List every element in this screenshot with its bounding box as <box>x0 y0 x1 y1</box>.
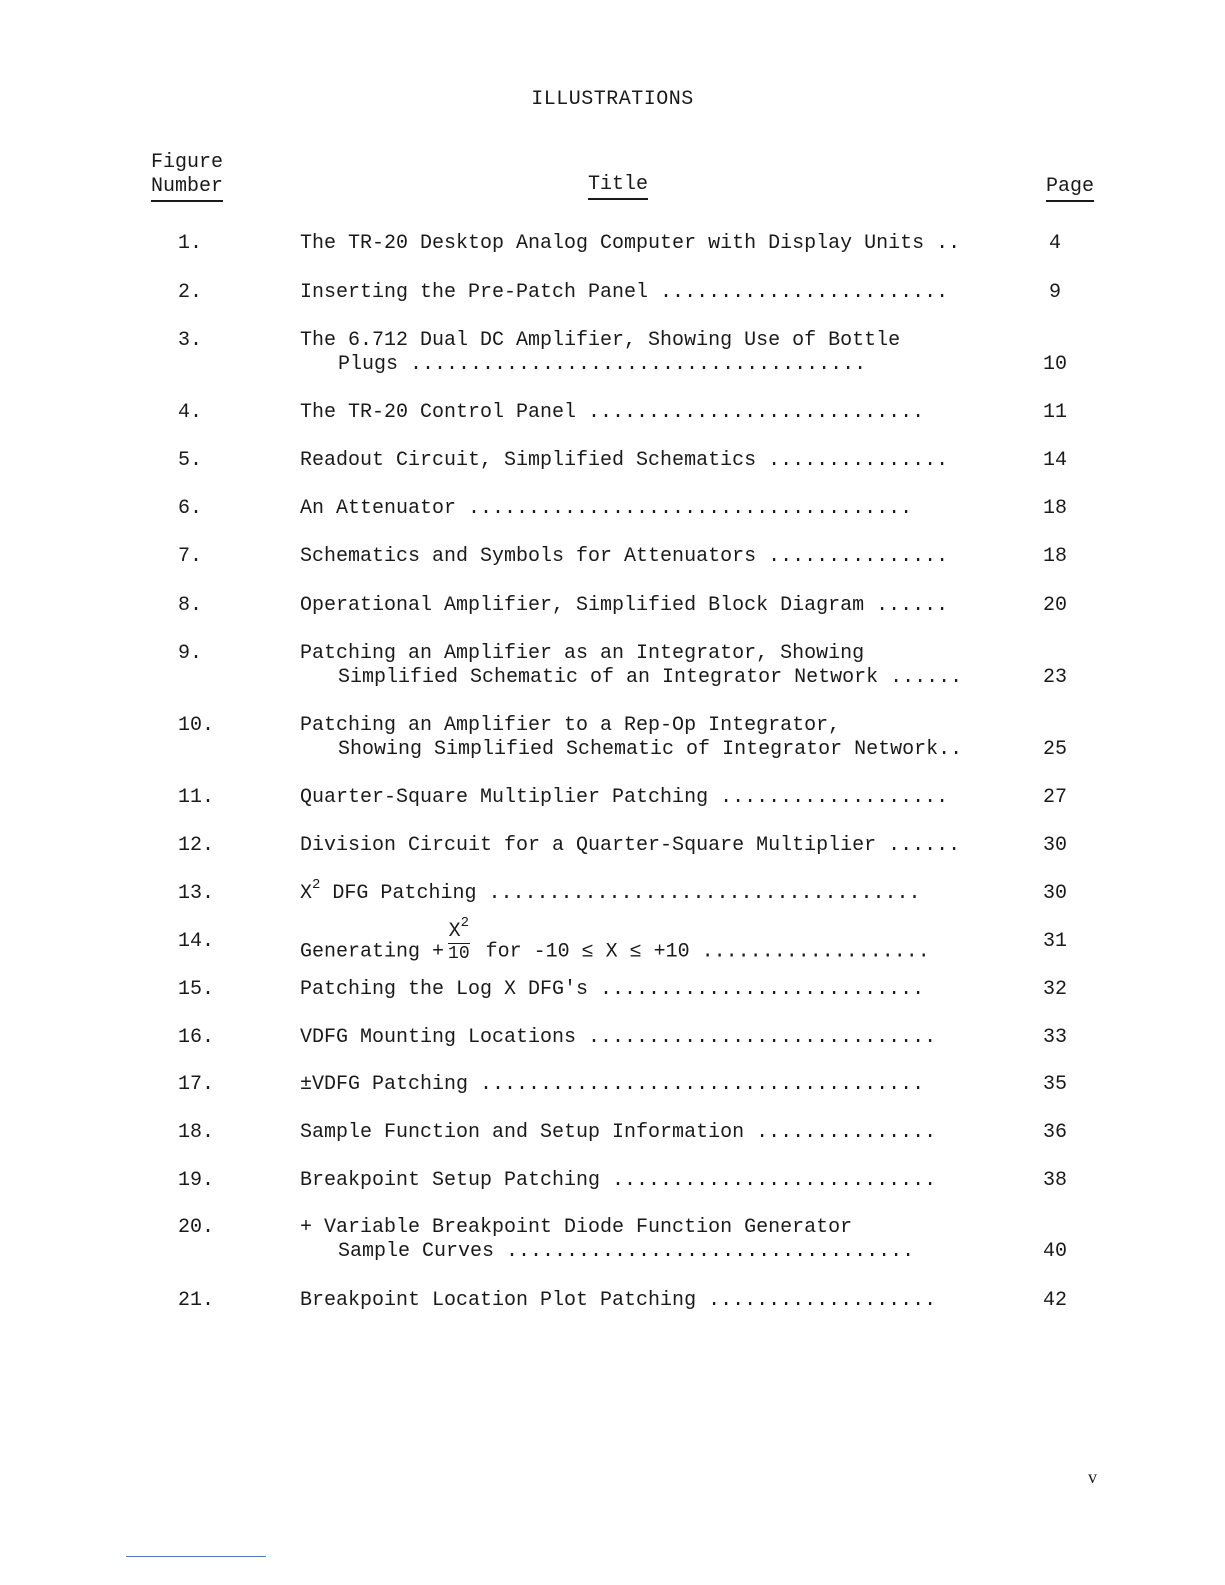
figure-title: Patching an Amplifier as an Integrator, Showing <box>300 642 865 665</box>
figure-page: 42 <box>1042 1289 1067 1312</box>
figure-page: 40 <box>1042 1240 1067 1263</box>
title-column-header: Title <box>588 173 648 200</box>
figure-title: An Attenuator ..................................... <box>300 497 913 520</box>
figure-title: Patching the Log X DFG's ........................... <box>300 978 925 1001</box>
figure-title: Inserting the Pre-Patch Panel ........................ <box>300 281 949 304</box>
figure-number: 14. <box>178 930 215 953</box>
figure-page: 4 <box>1048 232 1061 255</box>
figure-page: 9 <box>1048 281 1061 304</box>
page-number: v <box>1088 1467 1097 1487</box>
figure-number: 7. <box>178 545 203 568</box>
fraction <box>448 915 470 964</box>
figure-title-continued: Plugs ...................................... <box>338 353 867 376</box>
figure-title: + Variable Breakpoint Diode Function Generator <box>300 1216 853 1239</box>
figure-number: 13. <box>178 882 215 905</box>
figure-page: 32 <box>1042 978 1067 1001</box>
figure-number: 18. <box>178 1121 215 1144</box>
figure-page: 31 <box>1042 930 1067 953</box>
figure-number: 12. <box>178 834 215 857</box>
figure-page: 10 <box>1042 353 1067 376</box>
figure-number: 8. <box>178 594 203 617</box>
figure-title: The TR-20 Desktop Analog Computer with Display Units .. <box>300 232 961 255</box>
figure-number: 16. <box>178 1026 215 1049</box>
figure-title: Quarter-Square Multiplier Patching ................... <box>300 786 949 809</box>
figure-title: Patching an Amplifier to a Rep-Op Integrator, <box>300 714 841 737</box>
figure-page: 33 <box>1042 1026 1067 1049</box>
numerator-variable: X <box>448 920 461 943</box>
figure-number: 15. <box>178 978 215 1001</box>
figure-number: 9. <box>178 642 203 665</box>
figure-page: 14 <box>1042 449 1067 472</box>
figure-page: 27 <box>1042 786 1067 809</box>
figure-page: 23 <box>1042 666 1067 689</box>
figure-number: 1. <box>178 232 203 255</box>
figure-page: 20 <box>1042 594 1067 617</box>
figure-number: 20. <box>178 1216 215 1239</box>
figure-number: 21. <box>178 1289 215 1312</box>
figure-title-continued: Showing Simplified Schematic of Integrator Network.. <box>338 738 963 761</box>
figure-number: 3. <box>178 329 203 352</box>
figure-page: 38 <box>1042 1169 1067 1192</box>
figure-page: 36 <box>1042 1121 1067 1144</box>
figure-title <box>300 915 990 972</box>
numerator-superscript: 2 <box>460 915 470 931</box>
figure-number: 5. <box>178 449 203 472</box>
fraction-numerator <box>448 915 470 944</box>
figure-title: Operational Amplifier, Simplified Block Diagram ...... <box>300 594 949 617</box>
figure-title: The 6.712 Dual DC Amplifier, Showing Use of Bottle <box>300 329 901 352</box>
figure-page: 18 <box>1042 545 1067 568</box>
figure-number: 2. <box>178 281 203 304</box>
figure-page: 30 <box>1042 834 1067 857</box>
title-text: for -10 ≤ X ≤ +10 ................... <box>473 940 930 964</box>
figure-number: 19. <box>178 1169 215 1192</box>
page-heading: ILLUSTRATIONS <box>531 88 694 111</box>
figure-number-column-header <box>151 151 223 202</box>
figure-number: 4. <box>178 401 203 424</box>
title-prefix: Generating + <box>300 940 445 964</box>
figure-page: 35 <box>1042 1073 1067 1096</box>
figure-title: The TR-20 Control Panel ............................ <box>300 401 925 424</box>
figure-title: ±VDFG Patching ..................................... <box>300 1073 925 1096</box>
figure-title-continued: Simplified Schematic of an Integrator Network ...... <box>338 666 963 689</box>
scan-artifact-line <box>126 1556 266 1557</box>
figure-page: 30 <box>1042 882 1067 905</box>
title-text: DFG Patching .................................... <box>320 882 921 905</box>
title-variable: X <box>300 882 313 905</box>
figure-title-continued: Sample Curves .................................. <box>338 1240 915 1263</box>
figure-header-line1: Figure <box>151 151 224 174</box>
figure-title: Sample Function and Setup Information ............... <box>300 1121 937 1144</box>
figure-title: VDFG Mounting Locations ............................. <box>300 1026 937 1049</box>
figure-title: Readout Circuit, Simplified Schematics ............... <box>300 449 949 472</box>
fraction-denominator: 10 <box>448 944 470 964</box>
figure-number: 11. <box>178 786 215 809</box>
page-column-header: Page <box>1046 175 1094 202</box>
figure-page: 25 <box>1042 738 1067 761</box>
figure-number: 17. <box>178 1073 215 1096</box>
figure-header-line2: Number <box>151 175 223 202</box>
figure-number: 6. <box>178 497 203 520</box>
figure-title: Breakpoint Location Plot Patching ................... <box>300 1289 937 1312</box>
figure-title <box>300 877 990 907</box>
title-superscript: 2 <box>312 877 321 893</box>
figure-title: Division Circuit for a Quarter-Square Multiplier ...... <box>300 834 961 857</box>
figure-page: 11 <box>1042 401 1067 424</box>
figure-page: 18 <box>1042 497 1067 520</box>
figure-title: Schematics and Symbols for Attenuators ............... <box>300 545 949 568</box>
figure-number: 10. <box>178 714 215 737</box>
figure-title: Breakpoint Setup Patching ........................... <box>300 1169 937 1192</box>
